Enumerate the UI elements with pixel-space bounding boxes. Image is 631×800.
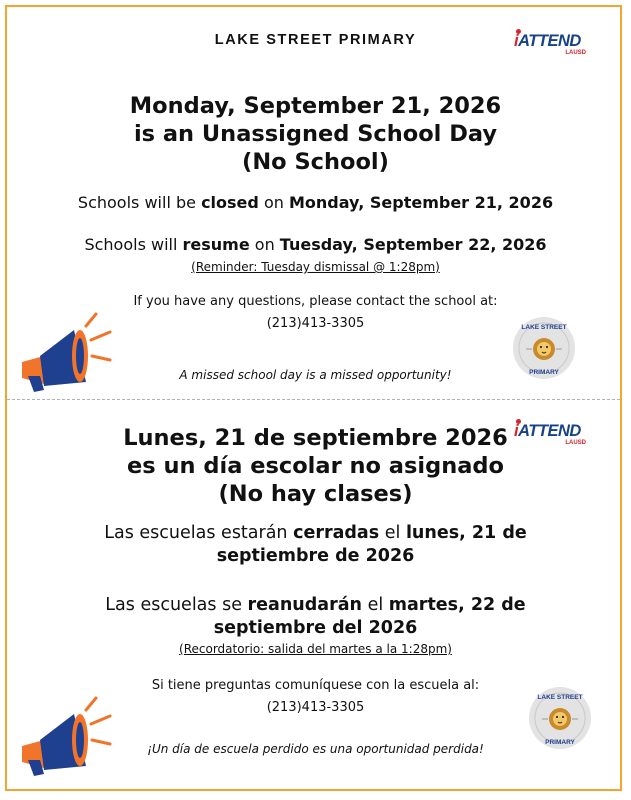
resume-statement: Schools will resume on Tuesday, September 22, 2026: [84, 235, 547, 254]
closed-statement-es: Las escuelas estarán cerradas el lunes, 21 de: [104, 523, 527, 543]
iattend-logo: iATTEND LAUSD: [514, 418, 594, 448]
closed-statement: Schools will be closed on Monday, September 21, 2026: [77, 193, 554, 212]
section-divider: [7, 399, 620, 400]
phone-number: (213)413-3305: [266, 316, 365, 331]
dismissal-reminder: (Reminder: Tuesday dismissal @ 1:28pm): [191, 260, 440, 274]
motto: A missed school day is a missed opportunity!: [179, 368, 452, 382]
contact-prompt: If you have any questions, please contact the school at:: [133, 294, 498, 309]
heading-line-3: (No School): [242, 149, 389, 175]
dismissal-reminder-es: (Recordatorio: salida del martes a la 1:28pm): [179, 642, 452, 656]
lion-seal-icon: [512, 316, 576, 380]
heading-line-2: is an Unassigned School Day: [133, 121, 498, 147]
resume-statement-es-line-2: septiembre del 2026: [213, 618, 418, 638]
heading-es-line-2: es un día escolar no asignado: [127, 453, 504, 479]
heading-es-line-1: Lunes, 21 de septiembre 2026: [123, 425, 508, 451]
phone-number-es: (213)413-3305: [266, 700, 365, 715]
resume-statement-es: Las escuelas se reanudarán el martes, 22 de: [105, 595, 526, 615]
megaphone-icon: [14, 696, 114, 778]
lion-seal-icon: [528, 686, 592, 750]
heading-line-1: Monday, September 21, 2026: [129, 93, 502, 119]
svg-text:LAKE STREET: LAKE STREET: [537, 694, 583, 701]
closed-statement-es-line-2: septiembre de 2026: [216, 546, 415, 566]
heading-es-line-3: (No hay clases): [218, 481, 413, 507]
megaphone-icon: [14, 312, 114, 394]
iattend-logo: iATTEND LAUSD: [514, 28, 594, 58]
motto-es: ¡Un día de escuela perdido es una oportunidad perdida!: [147, 742, 484, 756]
school-name: LAKE STREET PRIMARY: [214, 32, 417, 48]
contact-prompt-es: Si tiene preguntas comuníquese con la escuela al:: [151, 678, 480, 693]
svg-text:PRIMARY: PRIMARY: [545, 739, 575, 746]
svg-text:LAKE STREET: LAKE STREET: [521, 324, 567, 331]
svg-text:PRIMARY: PRIMARY: [529, 369, 559, 376]
